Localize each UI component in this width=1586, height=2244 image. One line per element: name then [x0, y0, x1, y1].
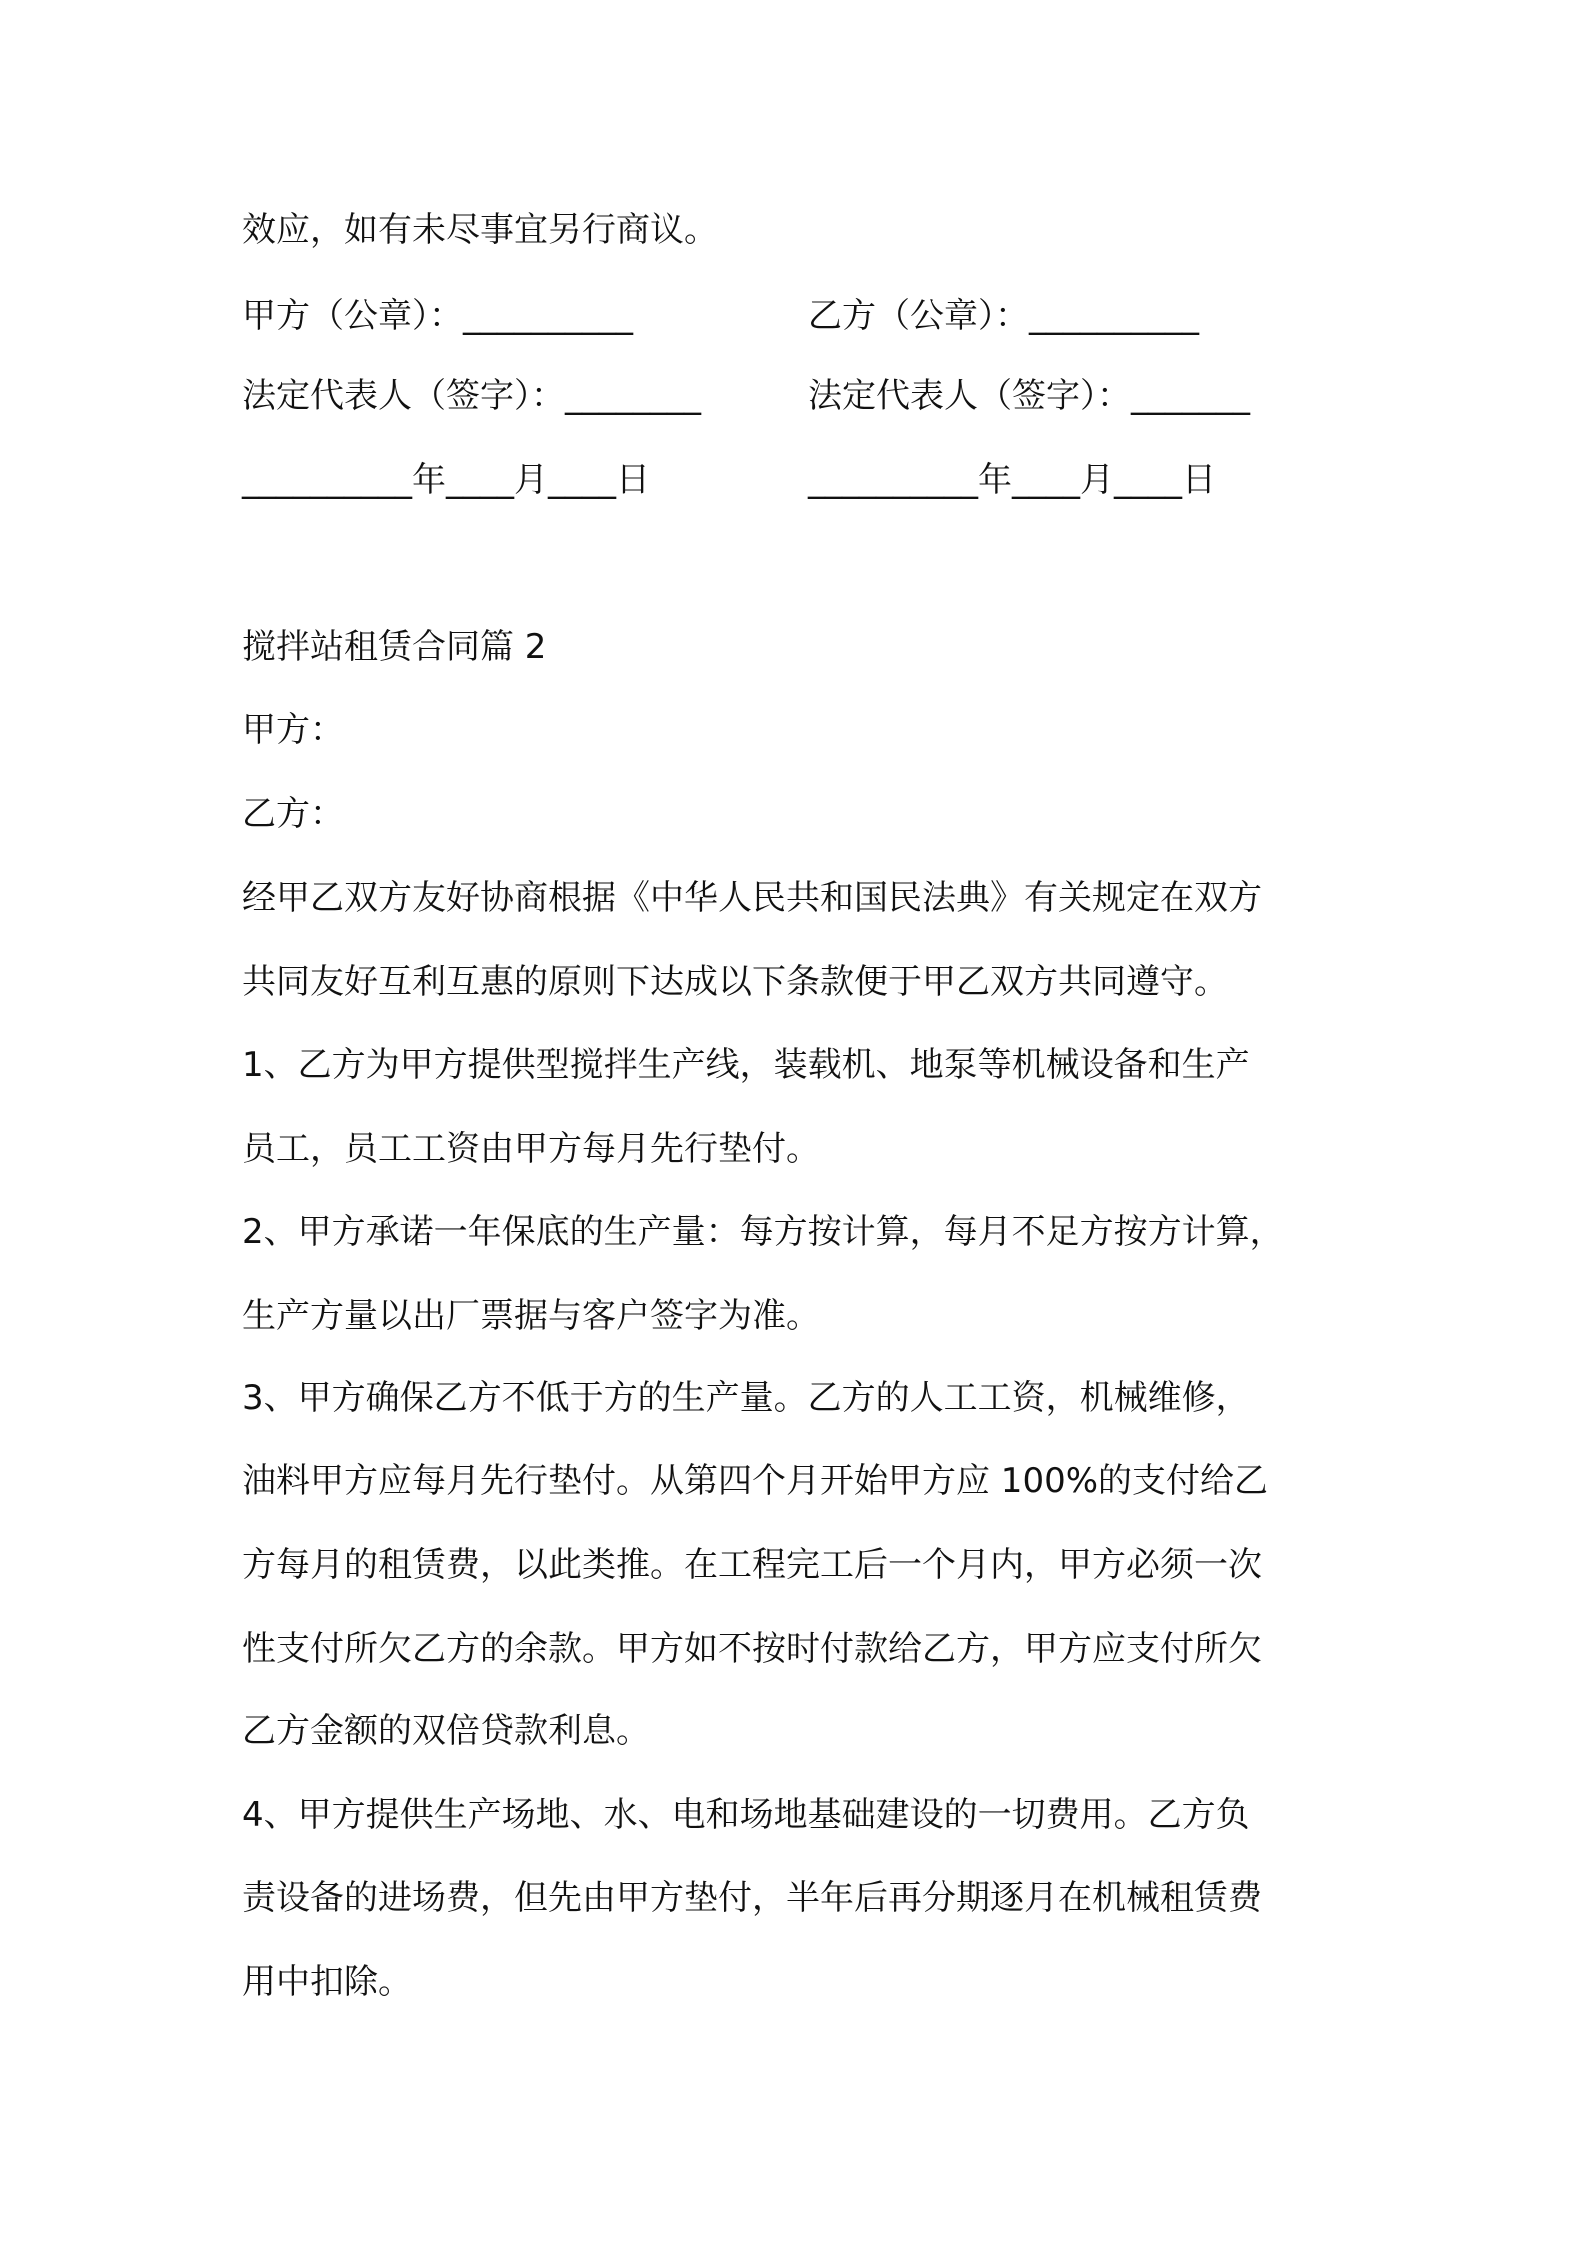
paragraph-line: 共同友好互利互惠的原则下达成以下条款便于甲乙双方共同遵守。	[242, 962, 1228, 1002]
party-a-date-field: __________年____月____日	[242, 460, 650, 500]
party-b-seal-field: 乙方（公章）：__________	[808, 296, 1199, 336]
party-b-date-field: __________年____月____日	[808, 460, 1216, 500]
clause-line: 乙方金额的双倍贷款利息。	[242, 1711, 650, 1751]
party-b-representative-field: 法定代表人（签字）：_______	[808, 376, 1250, 416]
clause-line: 性支付所欠乙方的余款。甲方如不按时付款给乙方，甲方应支付所欠	[242, 1629, 1262, 1669]
party-b-label: 乙方：	[242, 794, 344, 834]
clause-line: 生产方量以出厂票据与客户签字为准。	[242, 1296, 820, 1336]
clause-line: 1、乙方为甲方提供型搅拌生产线，装载机、地泵等机械设备和生产	[242, 1045, 1250, 1085]
section-heading: 搅拌站租赁合同篇 2	[242, 627, 547, 667]
party-a-seal-field: 甲方（公章）：__________	[242, 296, 633, 336]
clause-line: 责设备的进场费，但先由甲方垫付，半年后再分期逐月在机械租赁费	[242, 1878, 1262, 1918]
clause-line: 用中扣除。	[242, 1962, 412, 2002]
clause-line: 3、甲方确保乙方不低于方的生产量。乙方的人工工资，机械维修，	[242, 1378, 1250, 1418]
party-a-representative-field: 法定代表人（签字）：________	[242, 376, 701, 416]
paragraph-line: 效应，如有未尽事宜另行商议。	[242, 210, 718, 250]
clause-line: 员工，员工工资由甲方每月先行垫付。	[242, 1129, 820, 1169]
paragraph-line: 经甲乙双方友好协商根据《中华人民共和国民法典》有关规定在双方	[242, 878, 1262, 918]
party-a-label: 甲方：	[242, 710, 344, 750]
clause-line: 2、甲方承诺一年保底的生产量：每方按计算，每月不足方按方计算，	[242, 1212, 1284, 1252]
clause-line: 方每月的租赁费，以此类推。在工程完工后一个月内，甲方必须一次	[242, 1545, 1262, 1585]
clause-line: 4、甲方提供生产场地、水、电和场地基础建设的一切费用。乙方负	[242, 1795, 1250, 1835]
clause-line: 油料甲方应每月先行垫付。从第四个月开始甲方应 100%的支付给乙	[242, 1461, 1269, 1501]
